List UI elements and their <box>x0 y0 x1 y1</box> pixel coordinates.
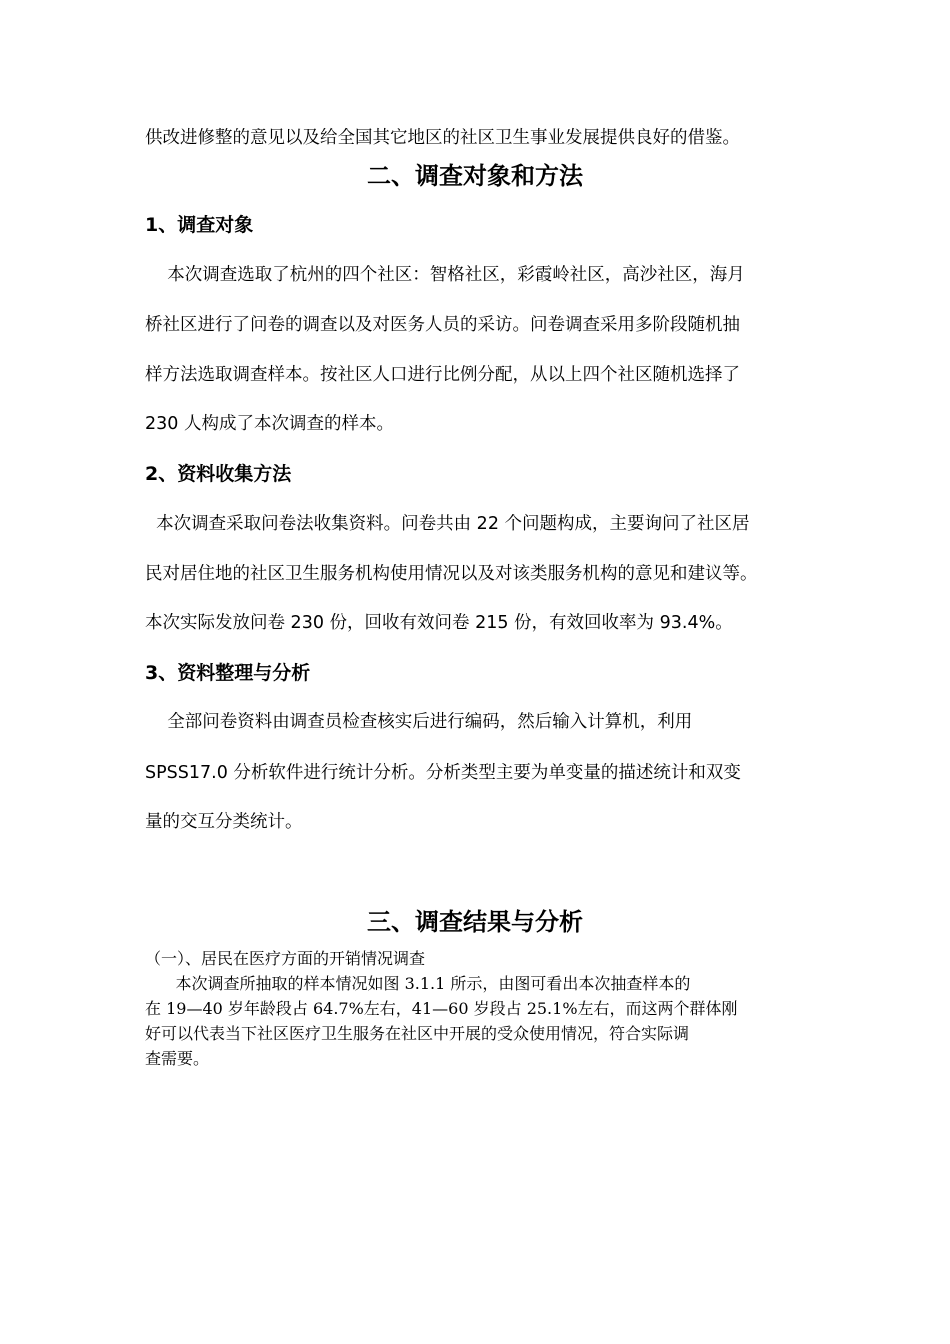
subsection-1-line-4: 230 人构成了本次调查的样本。 <box>145 414 394 434</box>
subsection-2-title: 2、资料收集方法 <box>145 463 292 485</box>
subsection-2-line-1: 本次调查采取问卷法收集资料。问卷共由 22 个问题构成，主要询问了社区居 <box>145 514 750 534</box>
subsection-1-line-2-part-b: 采用多阶段随机抽 <box>600 315 740 335</box>
section-3-line-4: 查需要。 <box>145 1049 210 1068</box>
subsection-1-line-1-part-b: 杭州的四个社区：智格社区，彩霞岭社区，高沙社区，海月 <box>289 265 745 285</box>
subsection-2-line-3: 本次实际发放问卷 230 份，回收有效问卷 215 份，有效回收率为 93.4%。 <box>145 613 733 633</box>
section-3-line-2: 在 19—40 岁年龄段占 64.7%左右，41—60 岁段占 25.1%左右，而这两个群体刚 <box>145 999 738 1018</box>
subsection-1-line-1-part-a: 本次调查选取了 <box>145 265 290 285</box>
subsection-3-title: 3、资料整理与分析 <box>145 662 311 684</box>
subsection-3-line-2: SPSS17.0 分析软件进行统计分析。分析类型主要为单变量的描述统计和双变 <box>145 763 741 783</box>
section-3-title: 三、调查结果与分析 <box>367 908 583 936</box>
section-2-title: 二、调查对象和方法 <box>367 162 583 190</box>
subsection-1-line-3: 样方法选取调查样本。按社区人口进行比例分配，从以上四个社区随机选择了 <box>145 365 740 385</box>
section-3-subtitle: （一）、居民在医疗方面的开销情况调查 <box>145 949 426 968</box>
subsection-1-title: 1、调查对象 <box>145 214 254 236</box>
section-3-line-1: 本次调查所抽取的样本情况如图 3.1.1 所示，由图可看出本次抽查样本的 <box>145 974 691 993</box>
subsection-3-line-1: 全部问卷资料由调查员检查核实后进行编码，然后输入计算机，利用 <box>145 712 693 732</box>
subsection-2-line-2: 民对居住地的社区卫生服务机构使用情况以及对该类服务机构的意见和建议等。 <box>145 564 758 584</box>
subsection-1-line-2 <box>145 313 815 337</box>
continuation-paragraph: 供改进修整的意见以及给全国其它地区的社区卫生事业发展提供良好的借鉴。 <box>145 128 740 148</box>
subsection-1-line-2-part-a: 桥社区进行了问卷的调查以及对医务人员的采访。问卷调查 <box>145 315 600 335</box>
subsection-1-line-1 <box>145 263 815 287</box>
section-3-line-3: 好可以代表当下社区医疗卫生服务在社区中开展的受众使用情况，符合实际调 <box>145 1024 690 1043</box>
subsection-3-line-3: 量的交互分类统计。 <box>145 812 303 832</box>
